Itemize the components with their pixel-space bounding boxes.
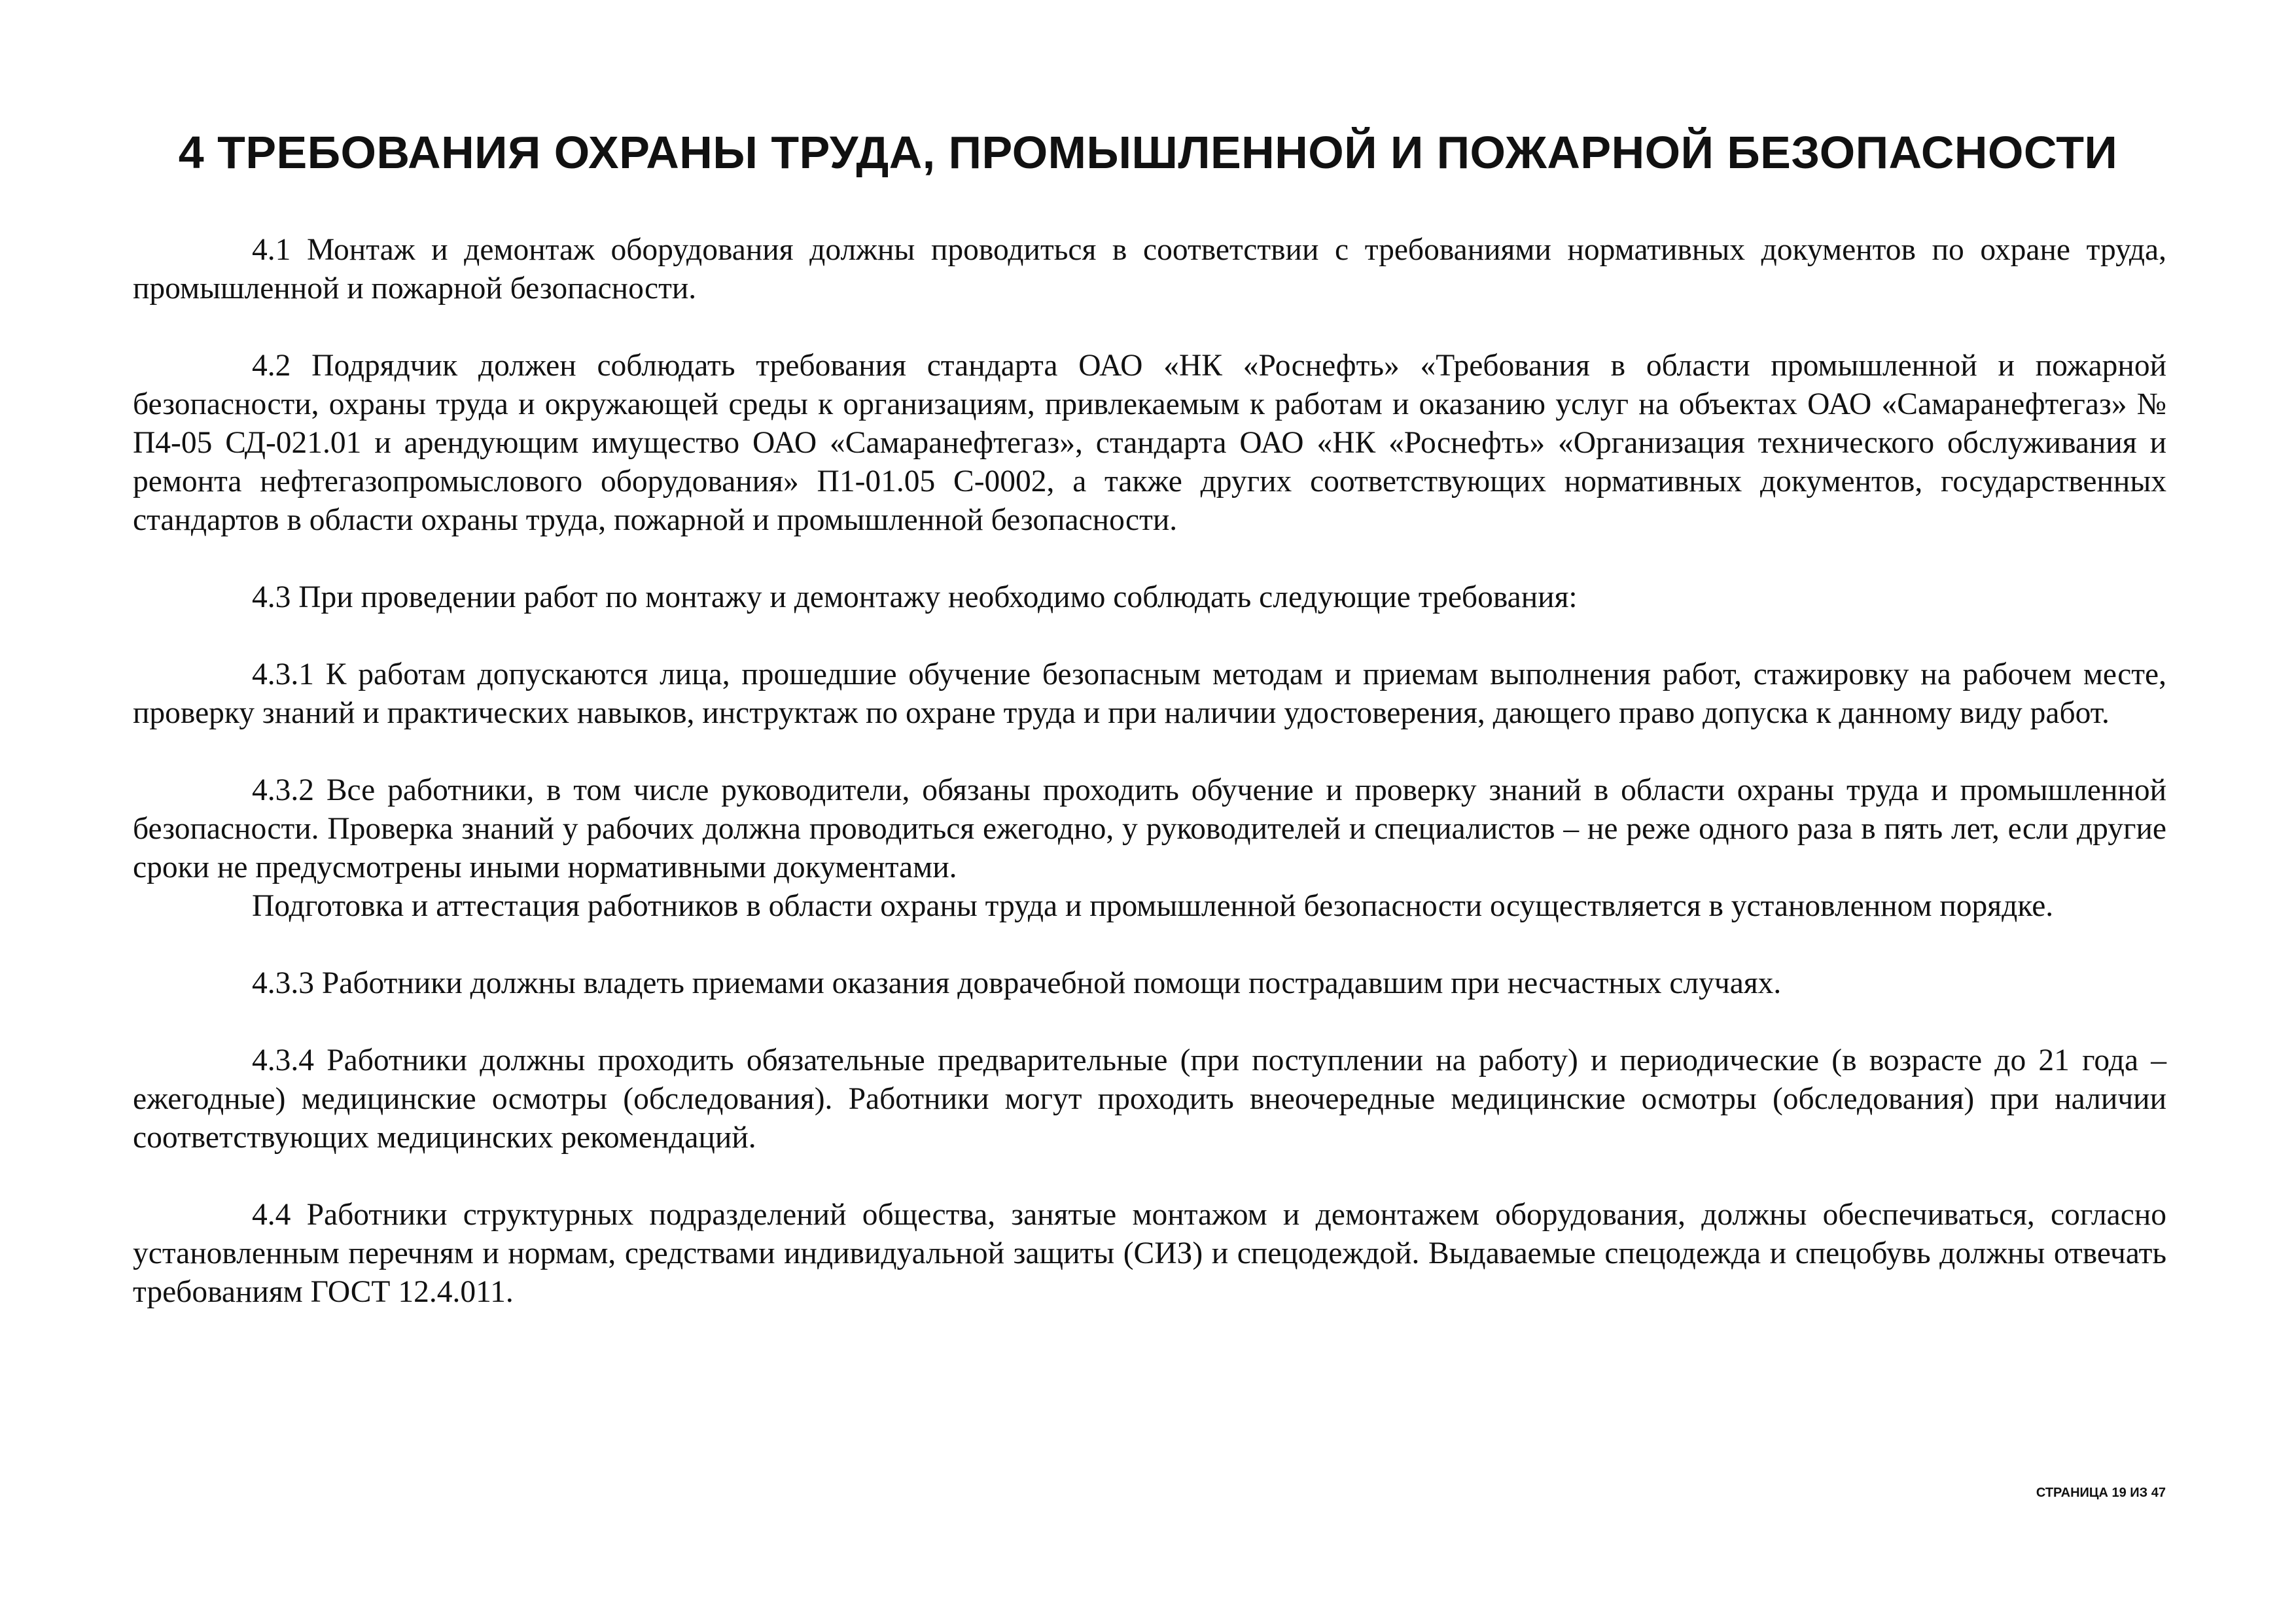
paragraph-4-3-4: 4.3.4 Работники должны проходить обязательные предварительные (при поступлении на работу) и периодические (в возрасте до 21 года – ежегодные) медицинские осмотры (обследования). Работники могут проходить внеочередные медицинские осмотры (обследования) при наличии соответствующих медицинских рекомендаций.	[133, 1043, 2166, 1155]
paragraph-4-3-1: 4.3.1 К работам допускаются лица, прошедшие обучение безопасным методам и приемам выполнения работ, стажировку на рабочем месте, проверку знаний и практических навыков, инструктаж по охране труда и при наличии удостоверения, дающего право допуска к данному виду работ.	[133, 657, 2166, 730]
paragraph-4-2: 4.2 Подрядчик должен соблюдать требования стандарта ОАО «НК «Роснефть» «Требования в области промышленной и пожарной безопасности, охраны труда и окружающей среды к организациям, привлекаемым к работам и оказанию услуг на объектах ОАО «Самаранефтегаз» № П4-05 СД-021.01 и арендующим имущество ОАО «Самаранефтегаз», стандарта ОАО «НК «Роснефть» «Организация технического обслуживания и ремонта нефтегазопромыслового оборудования» П1-01.05 С-0002, а также других соответствующих нормативных документов, государственных стандартов в области охраны труда, пожарной и промышленной безопасности.	[133, 349, 2166, 537]
paragraph-4-3-2-continuation: Подготовка и аттестация работников в области охраны труда и промышленной безопасности осуществляется в установленном порядке.	[252, 889, 2054, 923]
paragraph-4-3-3: 4.3.3 Работники должны владеть приемами оказания доврачебной помощи пострадавшим при несчастных случаях.	[252, 966, 1782, 1000]
section-title: 4 ТРЕБОВАНИЯ ОХРАНЫ ТРУДА, ПРОМЫШЛЕННОЙ И ПОЖАРНОЙ БЕЗОПАСНОСТИ	[178, 127, 2118, 178]
paragraph-4-3: 4.3 При проведении работ по монтажу и демонтажу необходимо соблюдать следующие требования:	[252, 580, 1578, 614]
paragraph-4-1: 4.1 Монтаж и демонтаж оборудования должны проводиться в соответствии с требованиями нормативных документов по охране труда, промышленной и пожарной безопасности.	[133, 233, 2166, 305]
page-number-footer: СТРАНИЦА 19 ИЗ 47	[2036, 1486, 2166, 1500]
paragraph-4-3-2: 4.3.2 Все работники, в том числе руководители, обязаны проходить обучение и проверку знаний в области охраны труда и промышленной безопасности. Проверка знаний у рабочих должна проводиться ежегодно, у руководителей и специалистов – не реже одного раза в пять лет, если другие сроки не предусмотрены иными нормативными документами.	[133, 773, 2166, 884]
paragraph-4-4: 4.4 Работники структурных подразделений общества, занятые монтажом и демонтажем оборудования, должны обеспечиваться, согласно установленным перечням и нормам, средствами индивидуальной защиты (СИЗ) и спецодеждой. Выдаваемые спецодежда и спецобувь должны отвечать требованиям ГОСТ 12.4.011.	[133, 1198, 2166, 1309]
section-body	[133, 231, 2166, 1312]
